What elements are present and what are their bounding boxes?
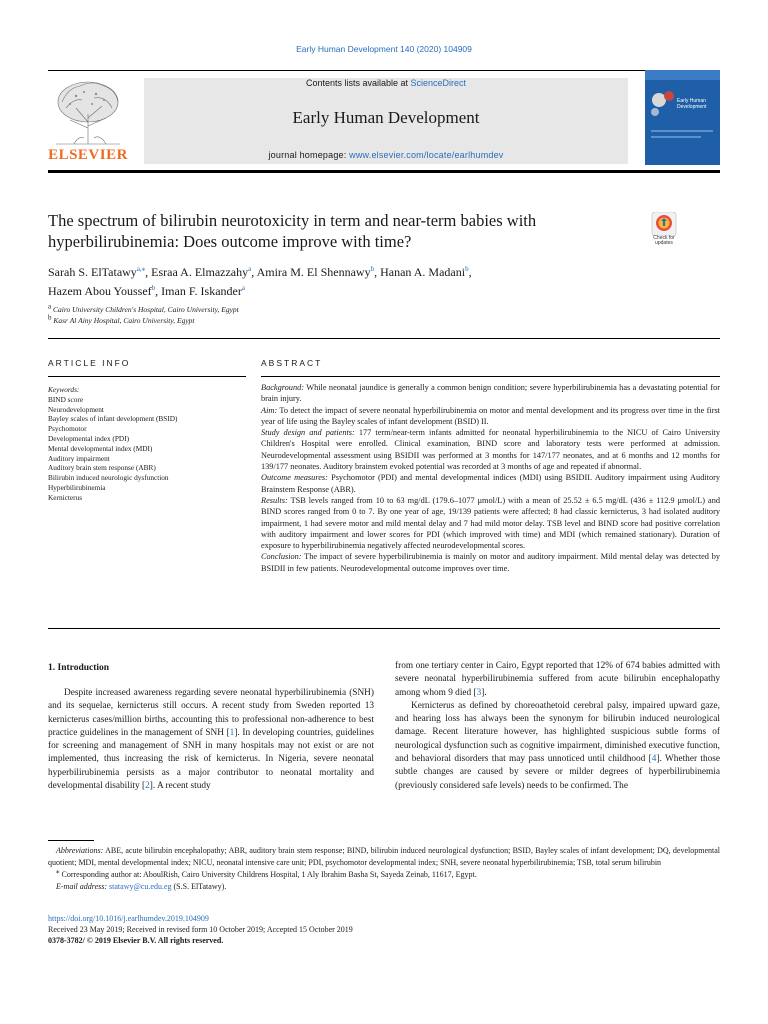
introduction-right-column: [395, 660, 720, 793]
abbreviations-footnote: [48, 845, 720, 869]
intro-text-segment: Despite increased awareness regarding severe neonatal hyperbilirubinemia (SNH) and its sequelae, kernicterus still occurs. A recent study from Sweden reported 13 kernicterus cases/million births, accounting this to professional non-adherence to best practice guidelines in the management of SNH [: [48, 688, 374, 738]
reference-link-3[interactable]: 3: [476, 687, 482, 698]
keywords-label: Keywords:: [48, 385, 80, 394]
intro-text-segment: ]. In developing countries, guidelines for screening and management of SNH in many hospitals may not exist or are not implemented, thus increasing the risk of kernicterus. In Nigeria, severe neonatal hyperbilirubinemia persists as a major contributor to neonatal mortality and developmental disability [: [48, 727, 374, 792]
elsevier-logo[interactable]: [48, 78, 128, 164]
contents-prefix: Contents lists available at: [305, 78, 411, 88]
corresponding-author-text: Corresponding author at: AboulRish, Cairo University Childrens Hospital, 1 Aly Ibrahim Basha St, Sayeda Zeinab, 11617, Egypt.: [61, 870, 477, 879]
journal-title: Early Human Development: [292, 108, 480, 127]
keywords-block: [48, 385, 248, 503]
abstract-heading: ABSTRACT: [261, 358, 323, 368]
email-owner: (S.S. ElTatawy).: [173, 882, 227, 891]
cover-title: Early Human Development: [677, 98, 707, 110]
author-separator: ,: [251, 265, 257, 279]
copyright: 0378-3782/ © 2019 Elsevier B.V. All rights reserved.: [48, 936, 224, 945]
author-affiliation-mark[interactable]: b: [465, 265, 469, 273]
abstract-section-text: To detect the impact of severe neonatal hyperbilirubinemia on motor and mental development and its progress over time in the first year of life using the Bayley scales of infant development (BSID) II.: [261, 405, 720, 426]
author-list: [48, 263, 688, 301]
elsevier-tree-icon: [48, 78, 128, 148]
keyword-item: Bayley scales of infant development (BSID): [48, 414, 178, 424]
keyword-item: Auditory impairment: [48, 453, 110, 463]
email-label: E-mail address:: [56, 882, 108, 891]
contents-available-line: [144, 78, 628, 88]
affiliation-text: Kasr Al Ainy Hospital, Cairo University, Egypt: [53, 315, 195, 325]
author-affiliation-mark[interactable]: a,⁎: [136, 265, 146, 273]
email-link[interactable]: statawy@cu.edu.eg: [109, 882, 172, 891]
abstract-section-text: 177 term/near-term infants admitted for neonatal hyperbilirubinemia to the NICU of Cairo University Children's Hospital were enrolled. Clinical examination, BIND score and laboratory tests were performed at admission. Neurodevelopmental assessment using BSIDII was performed at 3 months for 147/177 neonates, and at 6 months and 12 months for 139/177 neonates. Auditory brainstem evoked potential was recorded at 3 months of age and repeated if abnormal.: [261, 428, 720, 472]
journal-citation[interactable]: Early Human Development 140 (2020) 104909: [296, 44, 472, 54]
abstract-section-text: Psychomotor (PDI) and mental developmental indices (MDI) using BSIDII. Auditory impairment using Auditory Brainstem Response (ABR).: [261, 473, 721, 494]
abstract-end-rule: [48, 628, 720, 629]
keyword-item: Auditory brain stem response (ABR): [48, 463, 156, 473]
author-affiliation-mark[interactable]: a: [241, 284, 245, 292]
keyword-list: [48, 395, 248, 503]
abstract-section-label: Study design and patients:: [261, 428, 355, 438]
author-affiliation-mark[interactable]: b: [370, 265, 375, 273]
abstract-section-text: TSB levels ranged from 10 to 63 mg/dL (179.6–1077 μmol/L) with a mean of 25.52 ± 6.5 mg/dL (436 ± 112.9 μmol/L) and BIND scores ranged from 0 to 7. By one year of age, 19/139 patients were affected; 8 had classic kernicterus, 3 had isolated auditory impairment, 1 had severe motor and mild mental delay and 7 had mild motor delay. TSB level and BIND score had positive correlation with auditory impairment and lower scores for PDI (which improved with time) and MDI (which remained stationary). Duration of exposure to hyperbilirubinemia negatively affected neurodevelopmental scores.: [261, 495, 720, 551]
keyword-item: Developmental index (PDI): [48, 433, 130, 443]
sciencedirect-link[interactable]: ScienceDirect: [410, 78, 467, 88]
affiliations: [48, 302, 648, 326]
article-info-heading: ARTICLE INFO: [48, 358, 131, 368]
intro-text-segment: ].: [481, 687, 487, 698]
abstract-section: [261, 405, 720, 428]
crossmark-icon: [645, 212, 683, 236]
keyword-item: BIND score: [48, 394, 84, 404]
email-footnote: [48, 881, 720, 893]
publication-info: [48, 913, 720, 946]
keyword-item: Psychomotor: [48, 424, 87, 434]
journal-cover-art-icon: [645, 70, 720, 165]
introduction-heading: 1. Introduction: [48, 663, 110, 673]
corresponding-author-footnote: [48, 869, 720, 881]
journal-homepage-line: [144, 150, 628, 160]
keyword-item: Hyperbilirubinemia: [48, 482, 106, 492]
reference-link-4[interactable]: 4: [651, 754, 657, 765]
abbreviations-text: ABE, acute bilirubin encephalopathy; ABR, auditory brain stem response; BIND, bilirubin induced neurological dysfunction; BSID, Bayley scales of infant development; DQ, developmental quotient; MDI, mental developmental index; NICU, neonatal intensive care unit; PDI, psychomotor developmental index; SNH, severe neonatal hyperbilirubinemia; TSB, total serum bilirubin: [48, 846, 721, 867]
elsevier-wordmark: ELSEVIER: [48, 147, 128, 163]
journal-cover-thumbnail[interactable]: [645, 70, 720, 165]
keyword-item: Mental developmental index (MDI): [48, 443, 153, 453]
abstract-body: [261, 382, 720, 574]
corresponding-mark: ⁎: [56, 867, 60, 876]
abstract-section: [261, 382, 720, 405]
abstract-section-text: The impact of severe hyperbilirubinemia is mainly on motor and auditory impairment. Mild mental delay was detected by BSIDII in few patients. Neurodevelopmental outcome improves over time.: [261, 552, 720, 573]
introduction-left-column: [48, 687, 374, 793]
intro-text-segment: Kernicterus as defined by choreoathetoid cerebral palsy, impaired upward gaze, and hearing loss has always been the synonym for bilirubin induced neurological damage. Recent literature however, has highlighted suspicious subtle forms of neurological dysfunction such as cognitive impairment, diminished executive function, and behavioral disorders that may pass unnoticed until childhood [: [395, 700, 720, 765]
homepage-link[interactable]: www.elsevier.com/locate/earlhumdev: [349, 150, 504, 160]
reference-link-2[interactable]: 2: [145, 781, 150, 792]
keyword-item: Kernicterus: [48, 492, 83, 502]
intro-paragraph: [395, 700, 720, 793]
author-name[interactable]: Hazem Abou Youssef: [48, 284, 152, 298]
reference-link-1[interactable]: 1: [229, 727, 235, 738]
homepage-prefix: journal homepage:: [268, 150, 350, 160]
abstract-section-label: Outcome measures:: [261, 473, 328, 483]
affiliation-mark: a: [48, 302, 52, 311]
header-rule-bottom: [48, 170, 720, 173]
received-dates: Received 23 May 2019; Received in revised form 10 October 2019; Accepted 15 October 2019: [48, 925, 353, 934]
intro-text-segment: from one tertiary center in Cairo, Egypt reported that 12% of 674 babies admitted with severe neonatal hyperbilirubinemia suffered from acute bilirubin encephalopathy among whom 9 died [: [395, 661, 720, 698]
keyword-item: Neurodevelopment: [48, 404, 104, 414]
author-name[interactable]: Sarah S. ElTatawy: [48, 265, 137, 279]
author-name[interactable]: Esraa A. Elmazzahy: [151, 265, 249, 279]
article-title: The spectrum of bilirubin neurotoxicity in term and near-term babies with hyperbilirubinemia: Does outcome improve with time?: [48, 211, 537, 251]
intro-text-segment: ]. A recent study: [149, 781, 211, 792]
author-name[interactable]: Amira M. El Shennawy: [256, 265, 371, 279]
check-for-updates-badge[interactable]: [645, 212, 683, 250]
doi-link[interactable]: https://doi.org/10.1016/j.earlhumdev.2019.104909: [48, 914, 209, 923]
author-separator: ,: [374, 265, 381, 279]
author-name[interactable]: Iman F. Iskander: [161, 284, 242, 298]
abstract-section-label: Aim:: [261, 405, 278, 415]
author-separator: ,: [468, 265, 472, 279]
keyword-item: Bilirubin induced neurologic dysfunction: [48, 473, 169, 483]
footnotes: [48, 845, 720, 893]
header-rule-top: [48, 70, 720, 71]
author-name[interactable]: Hanan A. Madani: [380, 265, 466, 279]
abstract-section-text: While neonatal jaundice is generally a common benign condition; severe hyperbilirubinemia has a devastating potential for brain injury.: [261, 383, 720, 404]
article-info-rule: [48, 376, 246, 377]
abstract-section-label: Background:: [261, 383, 305, 392]
footnote-rule: [48, 840, 94, 841]
abstract-section: [261, 495, 720, 551]
affiliation-divider: [48, 338, 720, 339]
intro-text-segment: ]. Whether those subtle changes are caused by severe or milder degrees of hyperbilirubinemia (previously considered safe levels) needs to be confirmed. The: [395, 754, 721, 791]
affiliation-item: [48, 313, 648, 327]
abstract-section: [261, 472, 720, 495]
abstract-section-label: Conclusion:: [261, 552, 302, 562]
affiliation-text: Cairo University Children's Hospital, Cairo University, Egypt: [52, 305, 239, 314]
abstract-section-label: Results:: [261, 495, 288, 505]
author-affiliation-mark[interactable]: b: [151, 284, 156, 292]
affiliation-mark: b: [48, 313, 52, 321]
crossmark-label: Check for updates: [653, 235, 675, 246]
abbreviations-label: Abbreviations:: [56, 846, 104, 855]
affiliation-item: [48, 302, 648, 316]
abstract-section: [261, 551, 720, 574]
author-affiliation-mark[interactable]: a: [248, 265, 252, 273]
abstract-rule: [261, 376, 720, 377]
author-separator: ,: [145, 265, 152, 279]
intro-paragraph: [395, 660, 720, 700]
author-separator: ,: [155, 284, 162, 298]
abstract-section: [261, 427, 720, 472]
